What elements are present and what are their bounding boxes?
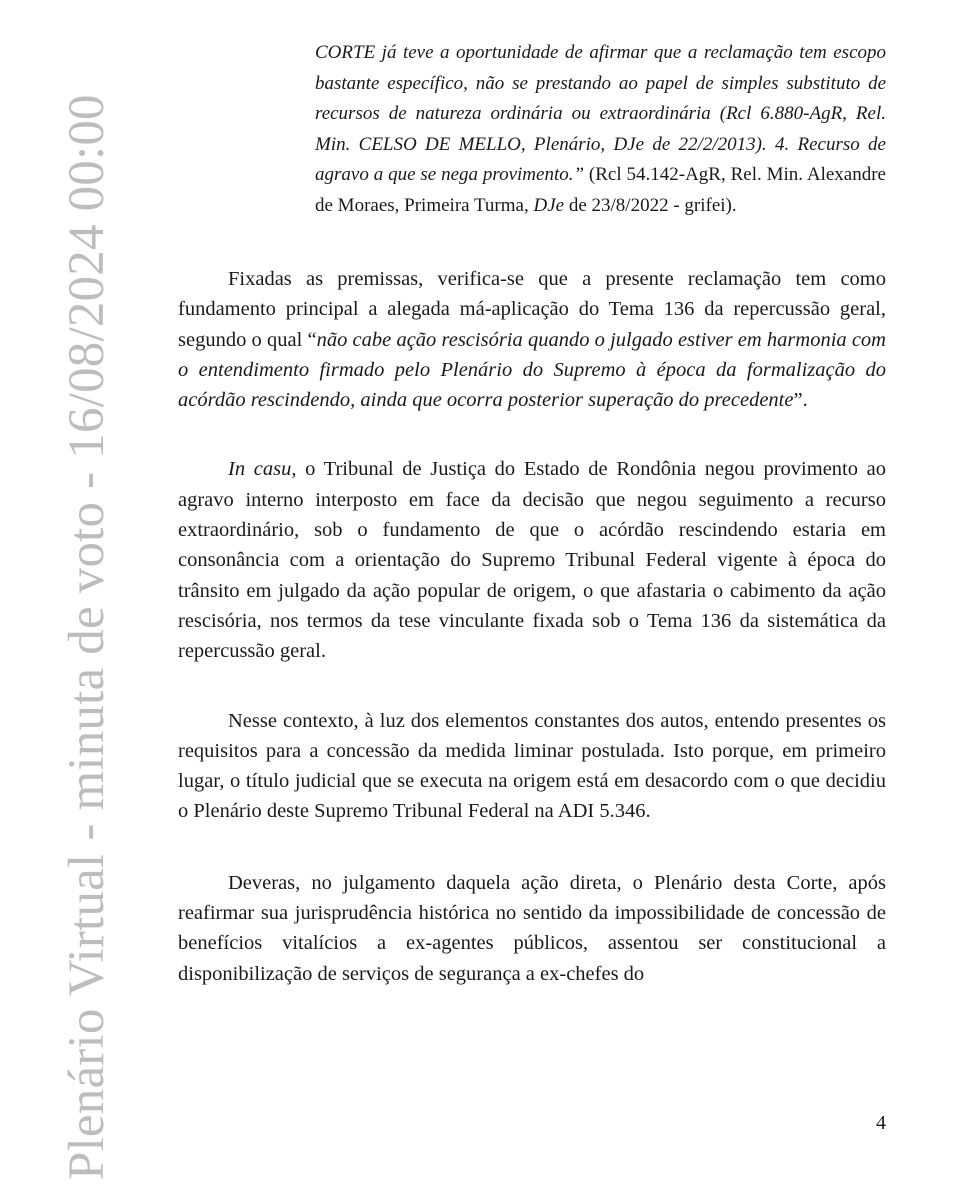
watermark-text: Plenário Virtual - minuta de voto - 16/08/2024 00:00 [59, 94, 115, 1180]
quote-citation-end: de 23/8/2022 - grifei). [564, 194, 737, 216]
document-body [178, 38, 886, 989]
paragraph-premissas [178, 264, 886, 415]
paragraph-nesse-contexto [178, 706, 886, 827]
paragraph-text: Fixadas as premissas, verifica-se que a presente reclamação tem como fundamento principal a alegada má-aplicação do Tema 136 da repercussão geral, segundo o qual “ [178, 268, 886, 351]
paragraph-text: , o Tribunal de Justiça do Estado de Rondônia negou provimento ao agravo interno interposto em face da decisão que negou seguimento a recurso extraordinário, sob o fundamento de que o acórdão rescindendo estaria em consonância com a orientação do Supremo Tribunal Federal vigente à época do trânsito em julgado da ação popular de origem, o que afastaria o cabimento da ação rescisória, nos termos da tese vinculante fixada sob o Tema 136 da sistemática da repercussão geral. [178, 458, 886, 663]
paragraph-text: Deveras, no julgamento daquela ação direta, o Plenário desta Corte, após reafirmar sua jurisprudência histórica no sentido da impossibilidade de concessão de benefícios vitalícios a ex-agentes públicos, assentou ser constitucional a disponibilização de serviços de segurança a ex-chefes do [178, 871, 886, 985]
quote-italic-text: CORTE já teve a oportunidade de afirmar que a reclamação tem escopo bastante específico, não se prestando ao papel de simples substituto de recursos de natureza ordinária ou extraordinária (Rcl 6.880-AgR, Rel. Min. CELSO DE MELLO, Plenário, DJe de 22/2/2013). 4. Recurso de agravo a que se nega provimento.” [315, 42, 886, 185]
paragraph-deveras [178, 868, 886, 989]
block-quote [315, 38, 886, 221]
paragraph-italic-lead: In casu [228, 458, 292, 481]
quote-citation-italic: DJe [533, 194, 565, 216]
quote-citation-start: (Rcl 54.142-AgR, Rel. Min. Alexandre de Moraes, Primeira Turma, [315, 164, 886, 216]
paragraph-text-end: ”. [793, 389, 808, 412]
page-number: 4 [876, 1112, 886, 1134]
paragraph-italic-quote: não cabe ação rescisória quando o julgado estiver em harmonia com o entendimento firmado pelo Plenário do Supremo à época da formalização do acórdão rescindendo, ainda que ocorra posterior superação do precedente [178, 328, 886, 412]
paragraph-in-casu [178, 454, 886, 666]
paragraph-text: Nesse contexto, à luz dos elementos constantes dos autos, entendo presentes os requisitos para a concessão da medida liminar postulada. Isto porque, em primeiro lugar, o título judicial que se executa na origem está em desacordo com o que decidiu o Plenário deste Supremo Tribunal Federal na ADI 5.346. [178, 709, 886, 823]
